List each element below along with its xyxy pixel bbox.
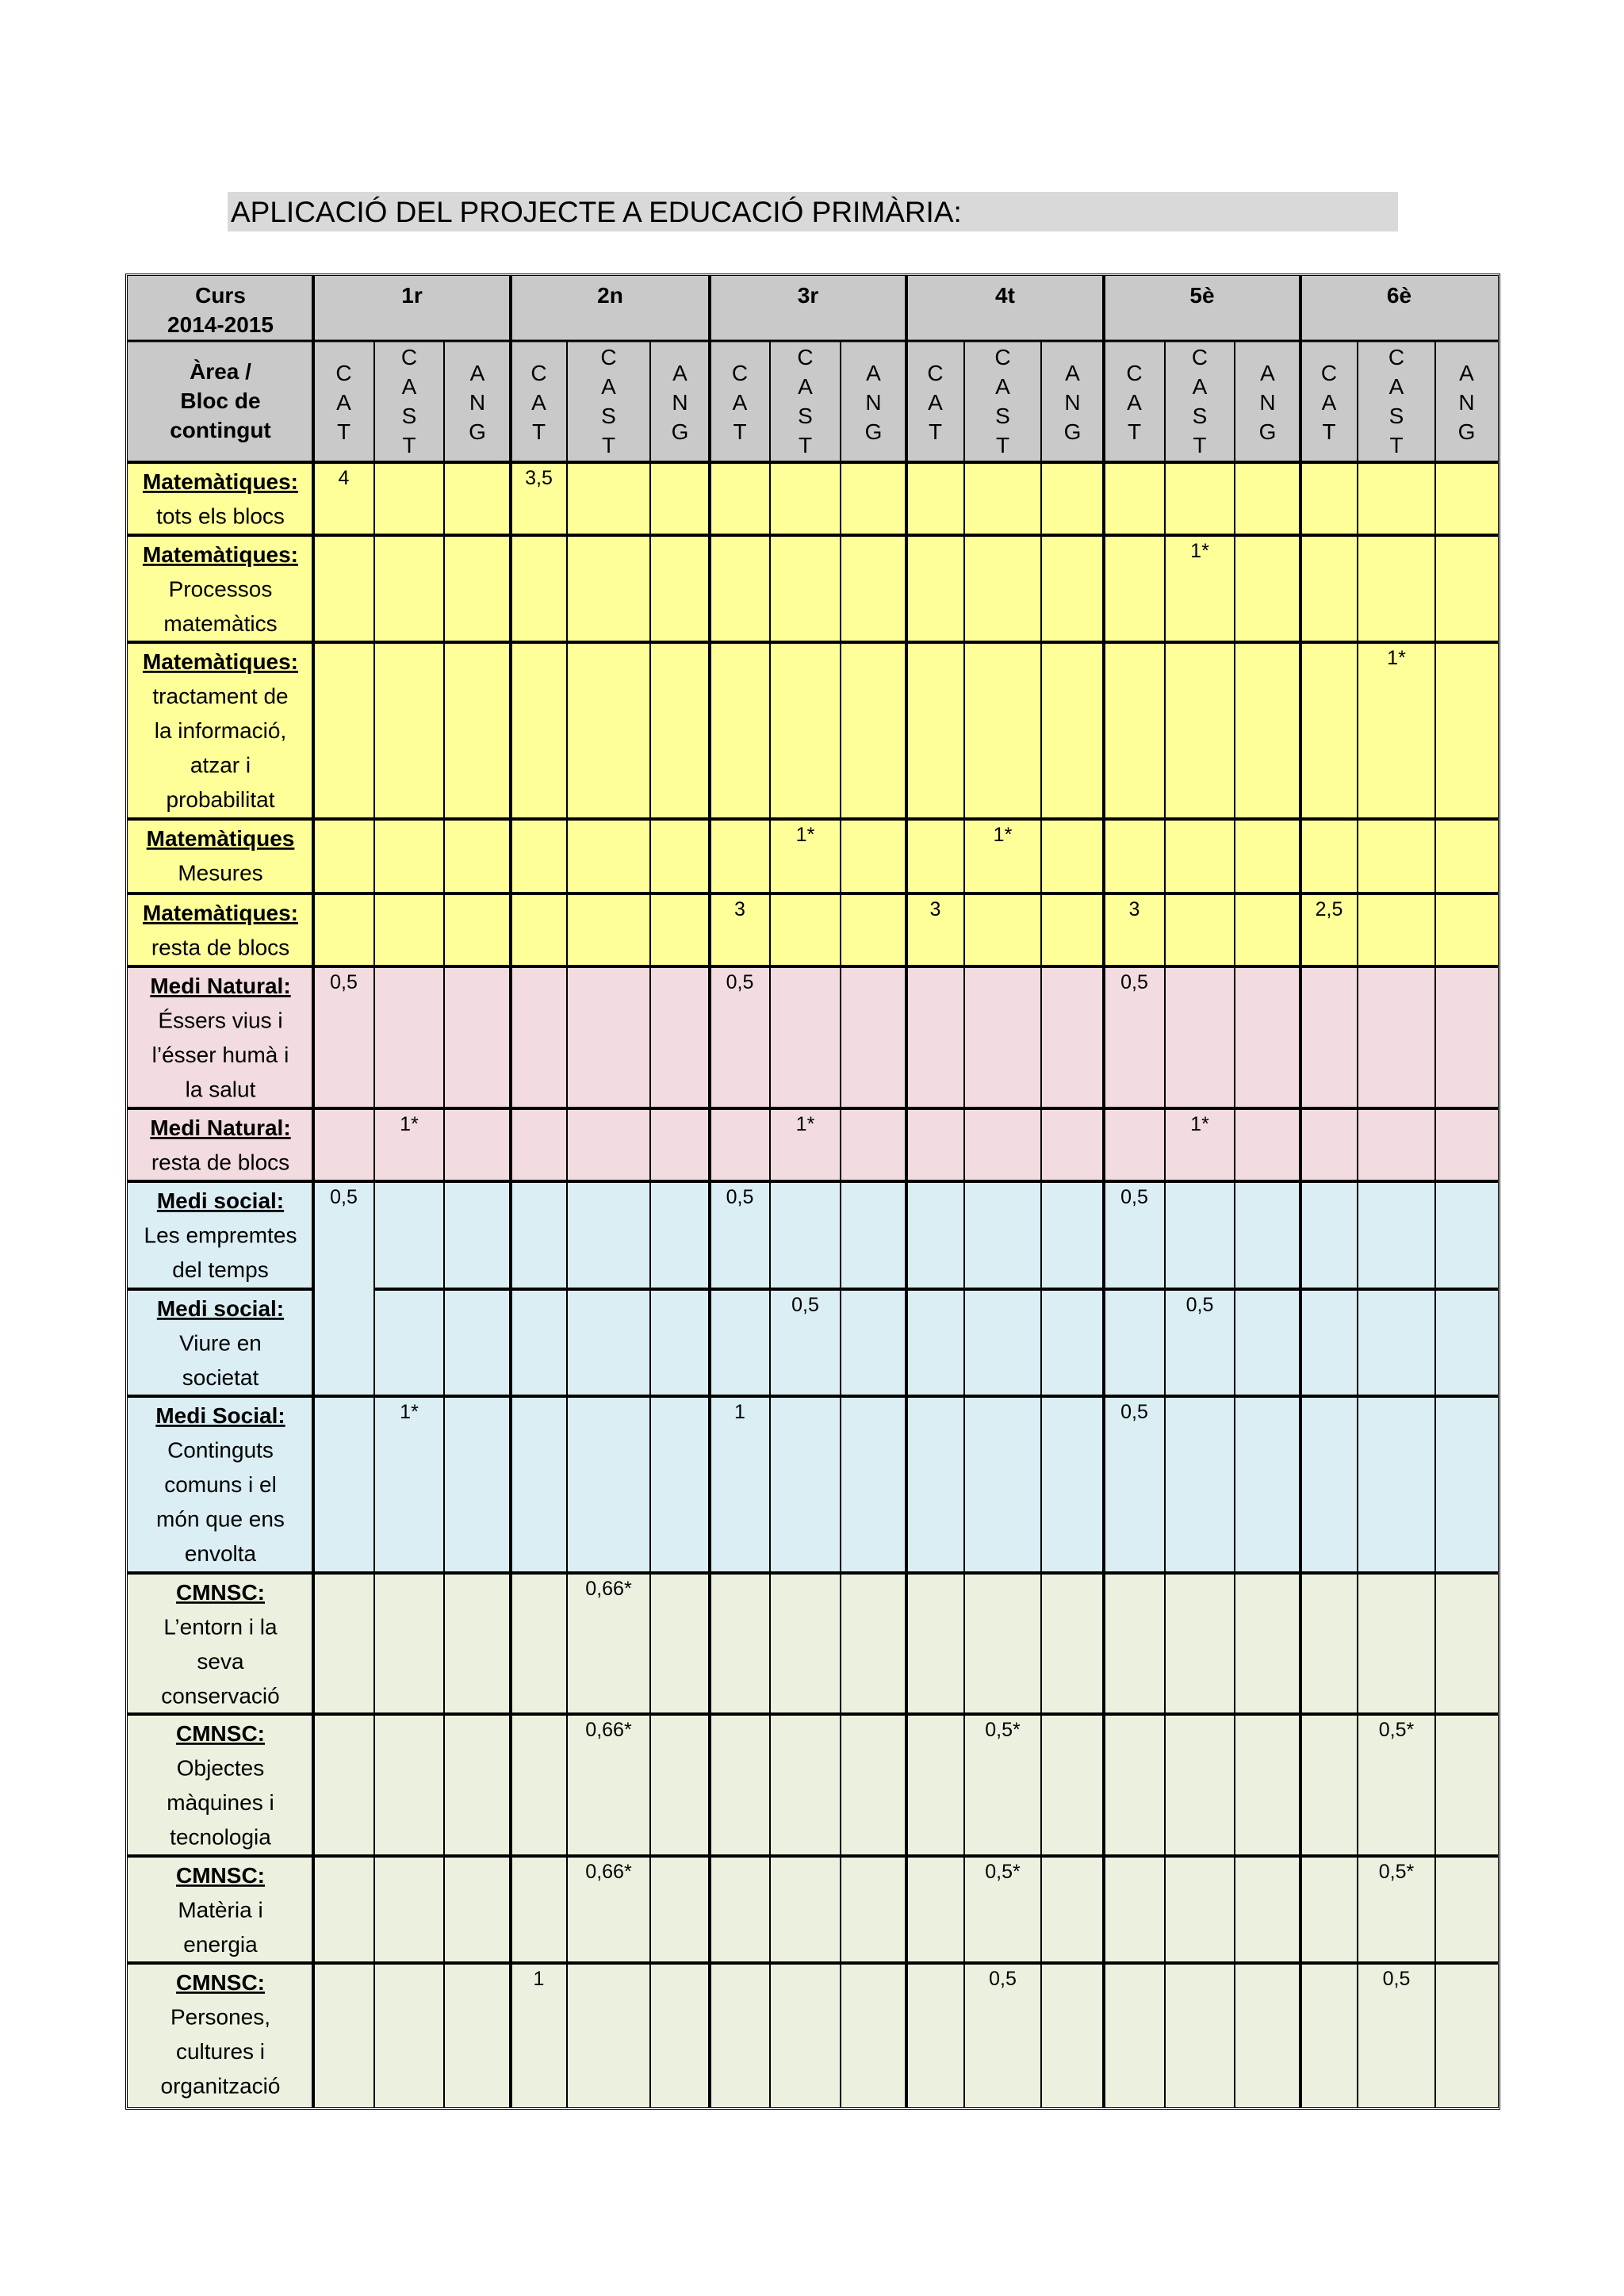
row-background-cmnsc (128, 1963, 1498, 2107)
block-label: Éssers vius i (158, 1008, 283, 1033)
cell-value: 0,5 (1185, 1294, 1214, 1316)
block-label: món que ens (156, 1506, 285, 1532)
area-label-matematiques: Matemàtiques: (142, 542, 299, 567)
distribution-table-grid (128, 276, 1498, 2107)
cell-value: 0,5 (726, 971, 754, 993)
page-title: APLICACIÓ DEL PROJECTE A EDUCACIÓ PRIMÀRIA: (228, 192, 1398, 232)
cell-value: 0,5 (726, 1186, 754, 1208)
subcolumn-letter-cast: C (994, 345, 1011, 369)
block-label: matemàtics (163, 611, 278, 636)
cell-value: 1* (400, 1113, 419, 1135)
subcolumn-letter-cat: T (1127, 419, 1142, 444)
subcolumn-letter-ang: A (672, 361, 688, 385)
block-label: envolta (184, 1541, 257, 1566)
cell-value: 0,5* (985, 1719, 1021, 1741)
subcolumn-letter-cast: A (401, 374, 417, 399)
subcolumn-letter-cast: C (1191, 345, 1208, 369)
subcolumn-letter-ang: G (1258, 419, 1277, 444)
block-label: Processos (168, 576, 273, 602)
row-background-cmnsc (128, 1714, 1498, 1856)
block-label: la informació, (154, 718, 287, 743)
subcolumn-letter-cast: A (798, 374, 813, 399)
cell-value: 0,5 (1120, 1186, 1148, 1208)
subcolumn-letter-cat: C (530, 361, 547, 385)
corner-top-label: Curs (195, 283, 246, 308)
row-background-cmnsc (128, 1856, 1498, 1963)
subcolumn-letter-ang: G (671, 419, 689, 444)
subcolumn-letter-ang: N (1064, 390, 1081, 415)
subcolumn-letter-ang: A (1065, 361, 1080, 385)
block-label: Viure en (179, 1330, 262, 1356)
cell-value: 0,5 (330, 1186, 358, 1208)
cell-value: 0,5* (985, 1861, 1021, 1883)
cell-value: 0,66* (585, 1719, 632, 1741)
subcolumn-letter-cat: T (1322, 419, 1336, 444)
cell-value: 1* (1190, 540, 1209, 562)
cell-value: 0,5 (989, 1968, 1017, 1990)
subcolumn-letter-cat: T (928, 419, 943, 444)
cell-value: 0,5 (1120, 1401, 1148, 1423)
block-label: comuns i el (164, 1472, 277, 1497)
subcolumn-letter-ang: A (1459, 361, 1474, 385)
cell-value: 3 (734, 898, 745, 920)
cell-value: 1* (795, 824, 815, 846)
block-label: resta de blocs (151, 1150, 290, 1175)
subcolumn-letter-cast: S (995, 404, 1010, 428)
area-label-cmnsc: CMNSC: (176, 1970, 265, 1995)
cell-value: 0,66* (585, 1861, 632, 1883)
subcolumn-letter-cat: C (335, 361, 352, 385)
subcolumn-letter-cat: C (927, 361, 944, 385)
area-label-matematiques: Matemàtiques: (142, 649, 299, 674)
cell-value: 0,5 (330, 971, 358, 993)
subcolumn-letter-cat: T (531, 419, 546, 444)
subcolumn-letter-cat: C (731, 361, 749, 385)
area-label-cmnsc: CMNSC: (176, 1580, 265, 1605)
subcolumn-letter-ang: N (1458, 390, 1475, 415)
block-label: cultures i (175, 2039, 266, 2064)
course-header: 2n (597, 283, 623, 308)
subcolumn-letter-cast: T (1193, 433, 1207, 457)
row-background-medi_social (128, 1396, 1498, 1573)
corner-top-label: 2014-2015 (167, 312, 274, 337)
subcolumn-letter-ang: G (1457, 419, 1476, 444)
cell-value: 0,5 (1382, 1968, 1411, 1990)
subcolumn-letter-cat: C (1126, 361, 1143, 385)
subcolumn-letter-cat: A (531, 390, 546, 415)
subcolumn-letter-cast: T (402, 433, 416, 457)
area-label-matematiques: Matemàtiques (146, 826, 295, 851)
subcolumn-letter-ang: A (469, 361, 485, 385)
row-background-matematiques (128, 894, 1498, 966)
cell-value: 0,5* (1378, 1719, 1415, 1741)
distribution-table (125, 274, 1500, 2110)
block-label: tecnologia (170, 1824, 271, 1850)
row-background-cmnsc (128, 1573, 1498, 1714)
subcolumn-letter-cat: T (733, 419, 747, 444)
subcolumn-letter-cast: C (1388, 345, 1405, 369)
block-label: la salut (185, 1077, 256, 1102)
subcolumn-letter-cat: A (336, 390, 351, 415)
course-header: 3r (797, 283, 819, 308)
block-label: l’ésser humà i (151, 1043, 289, 1067)
block-label: atzar i (190, 752, 251, 778)
block-label: L’entorn i la (163, 1614, 278, 1640)
row-background-matematiques (128, 642, 1498, 819)
course-header: 1r (401, 283, 423, 308)
corner-area-label: Bloc de (180, 388, 261, 413)
cell-value: 1 (533, 1968, 545, 1990)
cell-value: 4 (338, 467, 350, 489)
cell-value: 1* (1190, 1113, 1209, 1135)
cell-value: 0,66* (585, 1578, 632, 1600)
subcolumn-letter-cast: S (401, 404, 417, 428)
cell-value: 0,5 (791, 1294, 819, 1316)
cell-value: 3 (929, 898, 941, 920)
cell-value: 1* (993, 824, 1013, 846)
cell-value: 3 (1128, 898, 1140, 920)
area-label-medi_social: Medi social: (156, 1296, 285, 1321)
subcolumn-letter-cast: T (995, 433, 1010, 457)
subcolumn-letter-cast: S (1192, 404, 1208, 428)
course-header: 6è (1386, 283, 1412, 308)
block-label: tots els blocs (156, 503, 285, 529)
cell-value: 1* (795, 1113, 815, 1135)
subcolumn-letter-ang: G (1063, 419, 1082, 444)
subcolumn-letter-cast: S (798, 404, 813, 428)
area-label-matematiques: Matemàtiques: (142, 469, 299, 494)
area-label-medi_natural: Medi Natural: (150, 1115, 291, 1140)
cell-value: 0,5* (1378, 1861, 1415, 1883)
cell-value: 1* (1387, 647, 1406, 669)
subcolumn-letter-cast: C (797, 345, 814, 369)
block-label: Mesures (178, 860, 263, 886)
subcolumn-letter-cat: A (928, 390, 943, 415)
subcolumn-letter-cat: T (336, 419, 351, 444)
area-label-cmnsc: CMNSC: (176, 1721, 265, 1746)
row-background-matematiques (128, 535, 1498, 642)
block-label: Continguts (167, 1437, 274, 1463)
area-label-cmnsc: CMNSC: (176, 1863, 265, 1888)
area-label-matematiques: Matemàtiques: (142, 901, 299, 925)
subcolumn-letter-ang: G (864, 419, 883, 444)
cell-value: 1 (734, 1401, 745, 1423)
block-label: resta de blocs (151, 935, 290, 960)
subcolumn-letter-cast: A (1388, 374, 1404, 399)
subcolumn-letter-cast: C (600, 345, 617, 369)
subcolumn-letter-cast: T (798, 433, 813, 457)
block-label: seva (197, 1649, 244, 1674)
subcolumn-letter-ang: N (469, 390, 486, 415)
row-background-matematiques (128, 462, 1498, 535)
subcolumn-letter-cat: C (1320, 361, 1338, 385)
cell-value: 0,5 (1120, 971, 1148, 993)
subcolumn-letter-cast: T (601, 433, 616, 457)
subcolumn-letter-cat: A (732, 390, 748, 415)
block-label: Objectes (176, 1755, 265, 1781)
block-label: energia (183, 1932, 258, 1957)
cell-value: 1* (400, 1401, 419, 1423)
area-label-medi_social: Medi social: (156, 1188, 285, 1213)
subcolumn-letter-cast: A (1192, 374, 1208, 399)
block-label: màquines i (167, 1790, 274, 1815)
block-label: tractament de (152, 683, 289, 709)
block-label: probabilitat (166, 787, 275, 812)
subcolumn-letter-ang: N (865, 390, 882, 415)
subcolumn-letter-ang: G (469, 419, 486, 444)
subcolumn-letter-cat: A (1321, 390, 1337, 415)
corner-area-label: Àrea / (190, 359, 251, 384)
block-label: Matèria i (178, 1897, 263, 1923)
corner-area-label: contingut (170, 418, 271, 442)
subcolumn-letter-cast: T (1389, 433, 1404, 457)
block-label: del temps (172, 1257, 269, 1282)
subcolumn-letter-cast: C (400, 345, 418, 369)
subcolumn-letter-ang: A (1260, 361, 1275, 385)
subcolumn-letter-ang: N (1259, 390, 1276, 415)
subcolumn-letter-cat: A (1127, 390, 1142, 415)
cell-value: 2,5 (1315, 898, 1343, 920)
block-label: Les empremtes (144, 1223, 297, 1248)
block-label: societat (182, 1365, 259, 1390)
subcolumn-letter-cast: S (1388, 404, 1404, 428)
subcolumn-letter-cast: A (995, 374, 1010, 399)
course-header: 5è (1189, 283, 1215, 308)
block-label: Persones, (170, 2004, 271, 2030)
subcolumn-letter-ang: A (866, 361, 881, 385)
cell-value: 3,5 (525, 467, 553, 489)
subcolumn-letter-ang: N (672, 390, 688, 415)
subcolumn-letter-cast: S (601, 404, 616, 428)
subcolumn-letter-cast: A (601, 374, 616, 399)
area-label-medi_natural: Medi Natural: (150, 974, 291, 998)
area-label-medi_social: Medi Social: (155, 1403, 285, 1428)
block-label: conservació (161, 1683, 280, 1709)
course-header: 4t (995, 283, 1015, 308)
block-label: organització (160, 2073, 281, 2099)
